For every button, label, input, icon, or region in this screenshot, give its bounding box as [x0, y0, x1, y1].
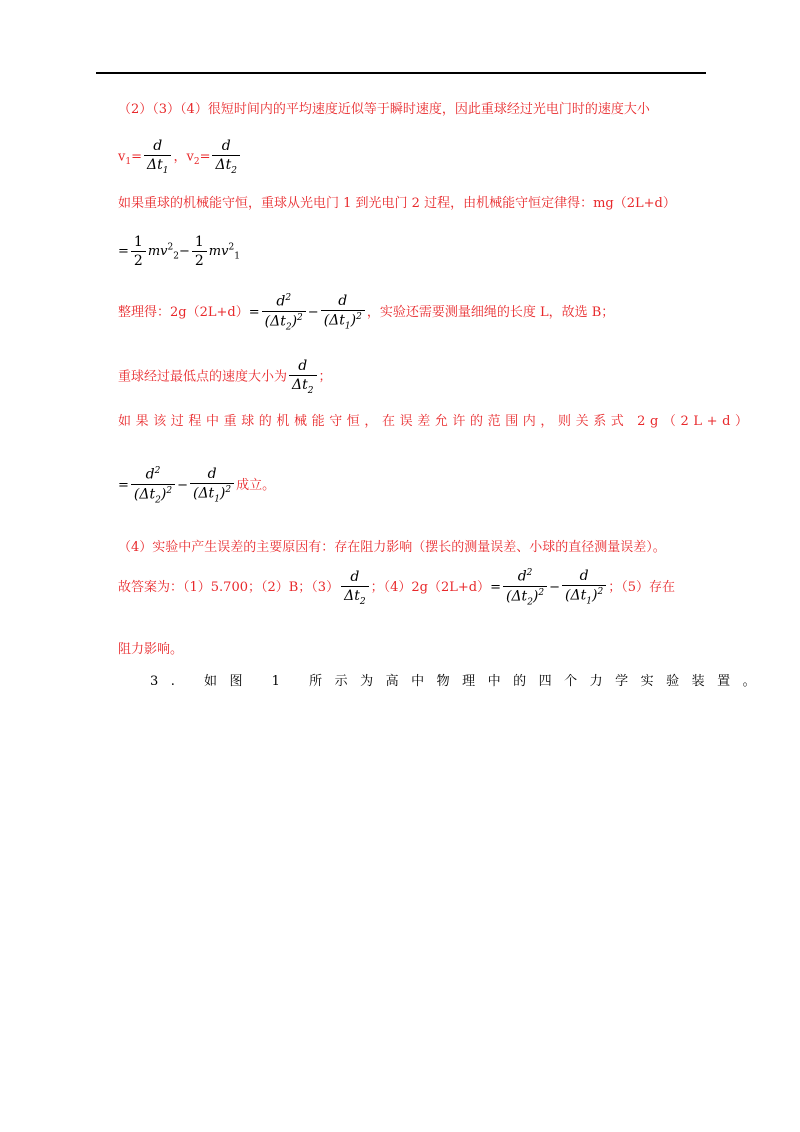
answer-line: 故答案为：（1）5.700；（2）B；（3） $\frac{d}{\Delta t_2}$ ；（4）2g（2L+d）= $\frac{d^2}{(\Delta t_2)^2}$ − $\frac{d}{(\Delta t_1)^2}$ ；（5）存在 [118, 568, 675, 608]
text-line-7: 如果该过程中重球的机械能守恒，在误差允许的范围内，则关系式 2g（2L+d） [118, 414, 753, 429]
fraction-v1: $\frac{d}{\Delta t_1}$ [144, 138, 171, 176]
text-line-9: （4）实验中产生误差的主要原因有：存在阻力影响（摆长的测量误差、小球的直径测量误差）。 [118, 540, 666, 555]
header-rule [96, 72, 706, 74]
fraction-v2: $\frac{d}{\Delta t_2}$ [212, 138, 239, 176]
velocity-formulas: $v_1=$ $\frac{d}{\Delta t_1}$ ，$v_2=$ $\frac{d}{\Delta t_2}$ [118, 138, 242, 176]
lowest-point-velocity: 重球经过最低点的速度大小为 $\frac{d}{\Delta t_2}$ ； [118, 358, 332, 396]
energy-equation: = $\frac{1}{2}$ $mv^2_2-$ $\frac{1}{2}$ $mv^2_1$ [118, 234, 240, 269]
text-line-11: 阻力影响。 [118, 642, 184, 657]
text-line-1: （2）（3）（4）很短时间内的平均速度近似等于瞬时速度，因此重球经过光电门时的速度大小 [118, 102, 650, 117]
rearranged-equation: 整理得：2g（2L+d）= $\frac{d^2}{(\Delta t_2)^2}$ − $\frac{d}{(\Delta t_1)^2}$ ，实验还需要测量细绳的长度 L，故选 B； [118, 293, 615, 333]
question-3: 3. 如图 1 所示为高中物理中的四个力学实验装置。 [150, 674, 769, 689]
text-line-3: 如果重球的机械能守恒，重球从光电门 1 到光电门 2 过程，由机械能守恒定律得：mg（2L+d） [118, 196, 676, 211]
relation-equation: = $\frac{d^2}{(\Delta t_2)^2}$ − $\frac{d}{(\Delta t_1)^2}$ 成立。 [118, 466, 276, 506]
